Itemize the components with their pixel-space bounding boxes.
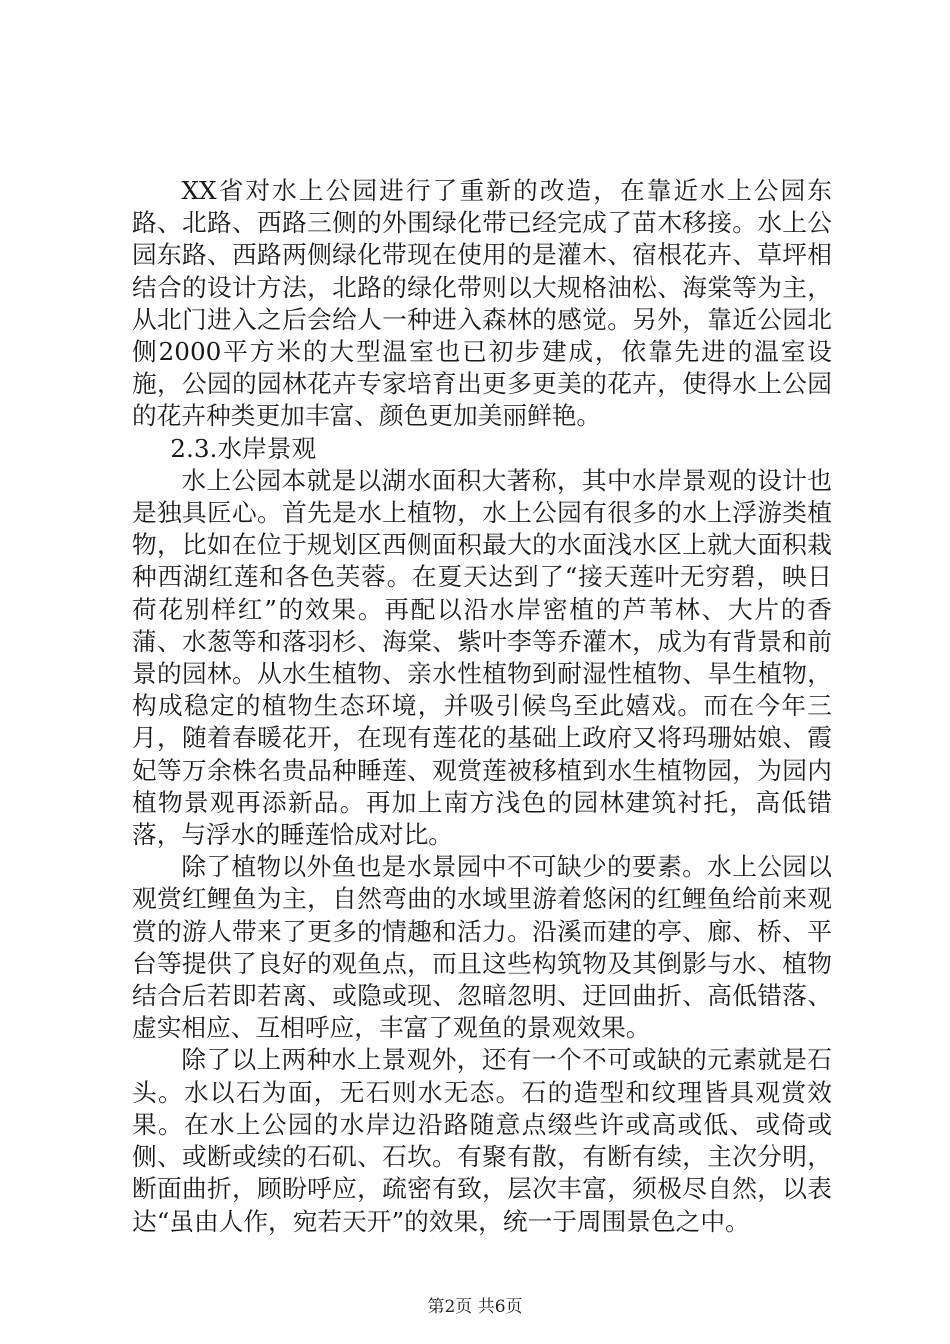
document-body (132, 175, 832, 1238)
body-paragraph-fish: 除了植物以外鱼也是水景园中不可缺少的要素。水上公园以观赏红鲤鱼为主，自然弯曲的水域里游着悠闲的红鲤鱼给前来观赏的游人带来了更多的情趣和活力。沿溪而建的亭、廊、桥、平台等提供了良好的观鱼点，而且这些构筑物及其倒影与水、植物结合后若即若离、或隐或现、忽暗忽明、迂回曲折、高低错落、虚实相应、互相呼应，丰富了观鱼的景观效果。 (132, 852, 832, 1043)
body-paragraph-plants: 水上公园本就是以湖水面积大著称，其中水岸景观的设计也是独具匠心。首先是水上植物，水上公园有很多的水上浮游类植物，比如在位于规划区西侧面积最大的水面浅水区上就大面积栽种西湖红莲和各色芙蓉。在夏天达到了“接天莲叶无穷碧，映日荷花别样红”的效果。再配以沿水岸密植的芦苇林、大片的香蒲、水葱等和落羽杉、海棠、紫叶李等乔灌木，成为有背景和前景的园林。从水生植物、亲水性植物到耐湿性植物、旱生植物，构成稳定的植物生态环境，并吸引候鸟至此嬉戏。而在今年三月，随着春暖花开，在现有莲花的基础上政府又将玛珊姑娘、霞妃等万余株名贵品种睡莲、观赏莲被移植到水生植物园，为园内植物景观再添新品。再加上南方浅色的园林建筑衬托，高低错落，与浮水的睡莲恰成对比。 (132, 465, 832, 850)
section-heading: 2.3.水岸景观 (170, 433, 317, 463)
page-footer: 第2页 共6页 (427, 1297, 523, 1317)
body-paragraph-intro: XX省对水上公园进行了重新的改造，在靠近水上公园东路、北路、西路三侧的外围绿化带已经完成了苗木移接。水上公园东路、西路两侧绿化带现在使用的是灌木、宿根花卉、草坪相结合的设计方法，北路的绿化带则以大规格油松、海棠等为主，从北门进入之后会给人一种进入森林的感觉。另外，靠近公园北侧2000平方米的大型温室也已初步建成，依靠先进的温室设施，公园的园林花卉专家培育出更多更美的花卉，使得水上公园的花卉种类更加丰富、颜色更加美丽鲜艳。 (132, 176, 832, 431)
body-paragraph-stones: 除了以上两种水上景观外，还有一个不可或缺的元素就是石头。水以石为面，无石则水无态。石的造型和纹理皆具观赏效果。在水上公园的水岸边沿路随意点缀些许或高或低、或倚或侧、或断或续的石矶、石坎。有聚有散，有断有续，主次分明，断面曲折，顾盼呼应，疏密有致，层次丰富，须极尽自然，以表达“虽由人作，宛若天开”的效果，统一于周围景色之中。 (132, 1045, 832, 1236)
